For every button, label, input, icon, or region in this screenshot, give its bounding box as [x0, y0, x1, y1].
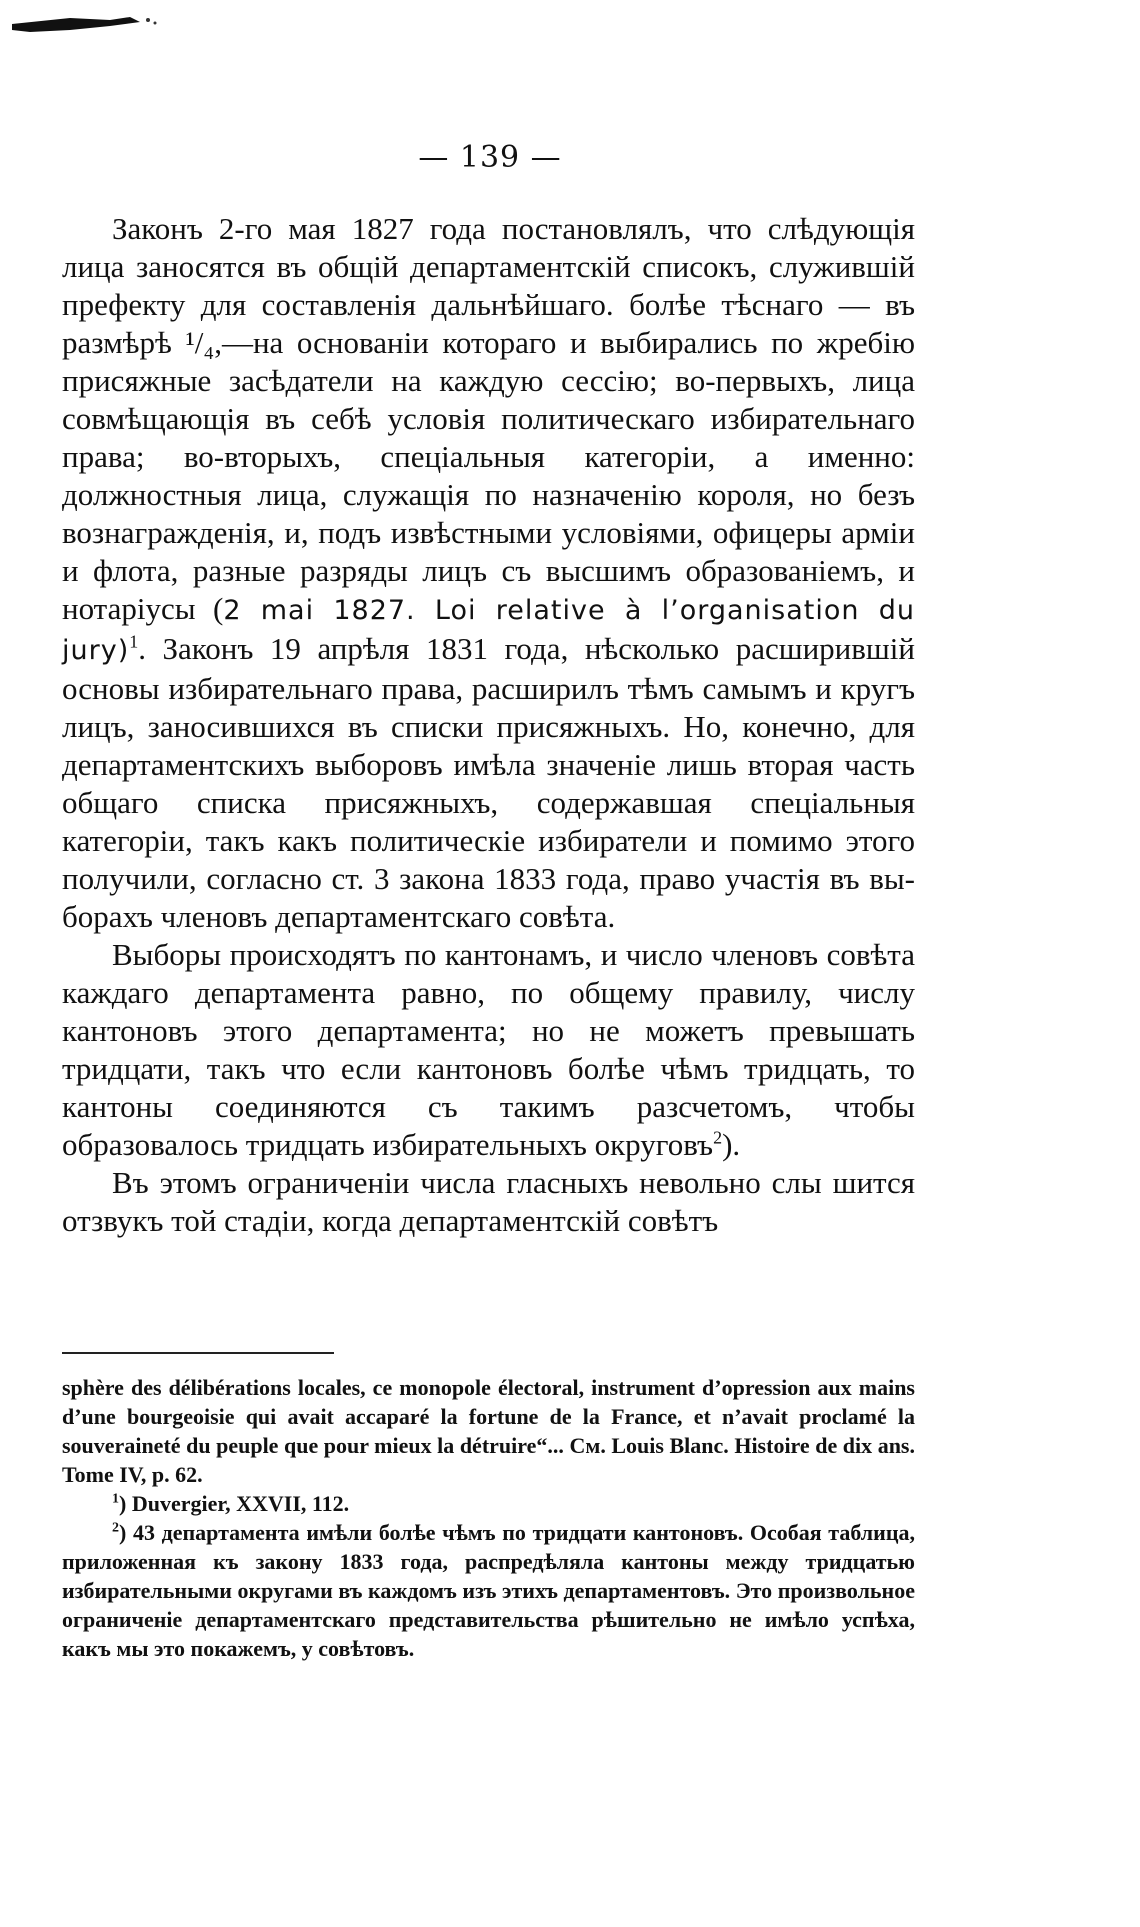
paragraph-1-start: Законъ 2-го мая 1827 года постановлялъ, что слѣдующія лица заносятся въ общій департаментскій списокъ, служившій префекту для составленія дальнѣйшаго. болѣе тѣснаго — въ размѣрѣ [62, 211, 915, 360]
footnote-divider [62, 1352, 334, 1354]
footnote-2-marker: 2 [112, 1520, 119, 1536]
paragraph-2-end: ). [722, 1127, 741, 1162]
footnotes [62, 1373, 915, 1663]
footnote-2 [62, 1518, 915, 1663]
page-number: — 139 — [418, 140, 562, 175]
paragraph-2-text: Выборы происходятъ по кантонамъ, и число членовъ совѣта каждаго департамента равно, по общему правилу, числу кантоновъ этого департамента; но не можетъ превышать тридцати, такъ что если кантоновъ болѣе чѣмъ тридцать, то кантоны соединяются съ такимъ разсчетомъ, чтобы образовалось тридцать избирательныхъ округовъ [62, 937, 915, 1162]
footnote-1-text: ) Duvergier, XXVII, 112. [119, 1491, 350, 1516]
fraction-quarter: ¹/₄ [185, 325, 215, 360]
scan-corner-mark [10, 14, 160, 36]
paragraph-3: Въ этомъ ограниченіи числа гласныхъ невольно слы шится отзвукъ той стадіи, когда департаментскій совѣтъ [62, 1165, 915, 1238]
main-text [62, 210, 915, 1240]
footnote-1-marker: 1 [112, 1491, 119, 1507]
footnote-ref-1[interactable]: 1 [129, 631, 139, 652]
footnote-ref-2[interactable]: 2 [713, 1127, 723, 1148]
footnote-continuation: sphère des délibérations locales, ce monopole électoral, instrument d’opression aux mains d’une bourgeoisie qui avait accaparé la fortune de la France, et n’avait proclamé la souveraineté du peuple que pour mieux la détruire“... См. Louis Blanc. Histoire de dix ans. Tome IV, p. 62. [62, 1375, 915, 1487]
paragraph-2 [62, 936, 915, 1164]
footnote-1 [62, 1489, 915, 1518]
paragraph-1-end: . Законъ 19 апрѣля 1831 года, нѣсколько расширившій основы избирательнаго права, расширилъ тѣмъ самымъ и кругъ лицъ, заносившихся въ списки присяжныхъ. Но, конечно, для департаментскихъ выборовъ имѣла значеніе лишь вторая часть общаго списка присяжныхъ, содержавшая спеціальныя категоріи, такъ какъ политическіе избиратели и помимо этого получили, согласно ст. 3 закона 1833 года, право участія въ выборахъ членовъ департаментскаго совѣта. [62, 631, 915, 934]
footnote-2-text: ) 43 департамента имѣли болѣе чѣмъ по тридцати кантоновъ. Особая таблица, приложенная къ закону 1833 года, распредѣляла кантоны между тридцатью избирательными округами въ каждомъ изъ этихъ департаментовъ. Это произвольное ограниченіе департаментскаго представительства рѣшительно не имѣло успѣха, какъ мы это покажемъ, у совѣтовъ. [62, 1520, 915, 1661]
french-citation: 2 mai 1827. Loi relative à l’organisation du jury) [62, 595, 915, 666]
paragraph-1-middle: ,—на основаніи котораго и выбирались по жребію присяжные засѣдатели на каждую сессію; во-первыхъ, лица совмѣщающія въ себѣ условія политическаго избирательнаго права; во-вторыхъ, спеціальныя категоріи, а именно: должностныя лица, служащія по назначенію короля, но безъ вознагражденія, и, подъ извѣстными условіями, офицеры арміи и флота, разные разряды лицъ съ высшимъ образованіемъ, и нотаріусы ( [62, 325, 915, 626]
paragraph-1 [62, 210, 915, 936]
